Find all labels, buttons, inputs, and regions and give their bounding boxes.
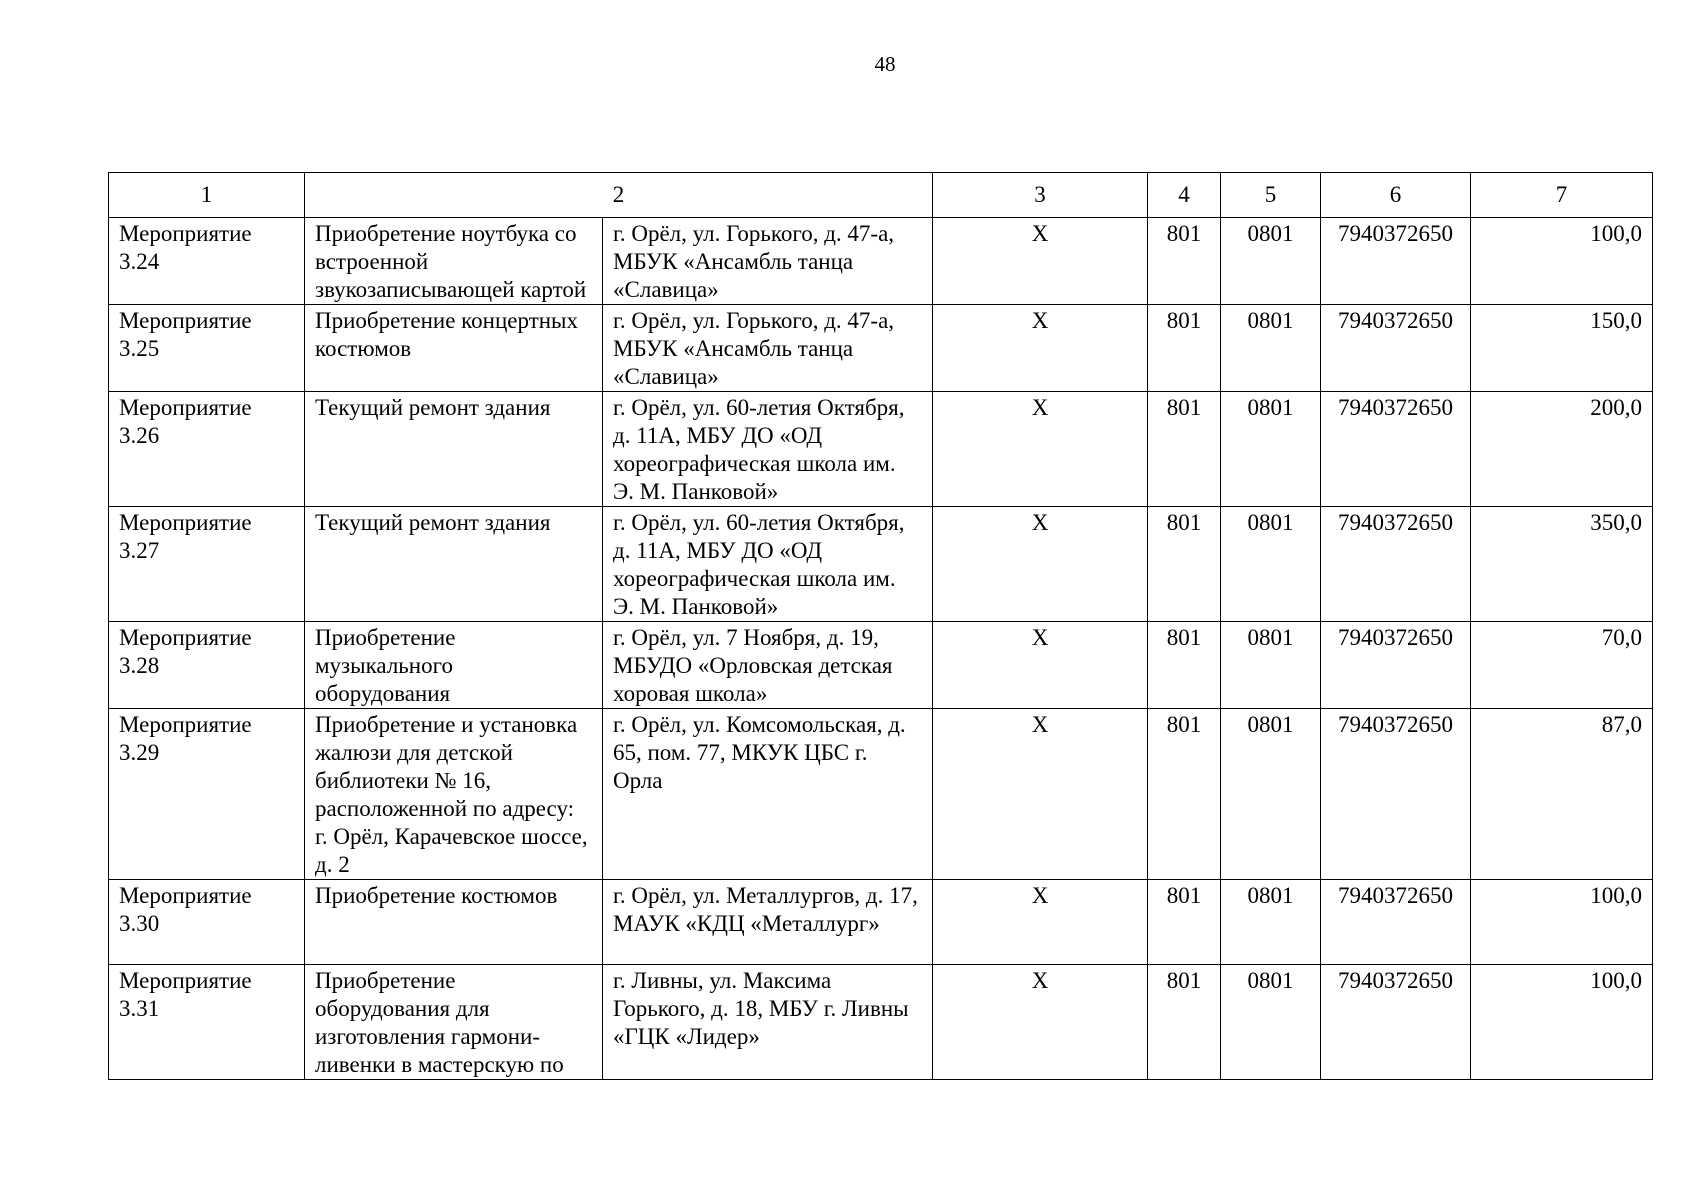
table-row	[109, 218, 1653, 305]
event-cell: Мероприятие 3.31	[109, 965, 305, 1080]
event-cell: Мероприятие 3.30	[109, 880, 305, 965]
col4-cell: 801	[1148, 622, 1221, 709]
table-row	[109, 880, 1653, 965]
page-number: 48	[874, 52, 896, 76]
table-row	[109, 965, 1653, 1080]
col5-cell: 0801	[1221, 622, 1321, 709]
col6-cell: 7940372650	[1321, 392, 1471, 507]
col7-cell: 100,0	[1471, 218, 1653, 305]
event-cell: Мероприятие 3.26	[109, 392, 305, 507]
col3-cell: Х	[933, 622, 1148, 709]
description-cell: Приобретение и установка жалюзи для детской библиотеки № 16, расположенной по адресу: г. Орёл, Карачевское шоссе, д. 2	[305, 709, 603, 880]
col5-cell: 0801	[1221, 709, 1321, 880]
col3-cell: Х	[933, 392, 1148, 507]
col3-cell: Х	[933, 965, 1148, 1080]
col4-cell: 801	[1148, 965, 1221, 1080]
col6-cell: 7940372650	[1321, 965, 1471, 1080]
col3-cell: Х	[933, 218, 1148, 305]
event-cell: Мероприятие 3.28	[109, 622, 305, 709]
col7-cell: 70,0	[1471, 622, 1653, 709]
address-cell: г. Орёл, ул. Горького, д. 47-а, МБУК «Ансамбль танца «Славица»	[603, 305, 933, 392]
col7-cell: 87,0	[1471, 709, 1653, 880]
description-cell: Приобретение костюмов	[305, 880, 603, 965]
header-col-2: 2	[305, 173, 933, 218]
col3-cell: Х	[933, 880, 1148, 965]
description-cell: Приобретение оборудования для изготовления гармони-ливенки в мастерскую по	[305, 965, 603, 1080]
header-col-6: 6	[1321, 173, 1471, 218]
col6-cell: 7940372650	[1321, 507, 1471, 622]
col5-cell: 0801	[1221, 218, 1321, 305]
event-cell: Мероприятие 3.27	[109, 507, 305, 622]
col6-cell: 7940372650	[1321, 218, 1471, 305]
col5-cell: 0801	[1221, 965, 1321, 1080]
col5-cell: 0801	[1221, 305, 1321, 392]
col4-cell: 801	[1148, 218, 1221, 305]
description-cell: Текущий ремонт здания	[305, 507, 603, 622]
col7-cell: 100,0	[1471, 965, 1653, 1080]
description-cell: Приобретение ноутбука со встроенной звукозаписывающей картой	[305, 218, 603, 305]
header-col-5: 5	[1221, 173, 1321, 218]
col4-cell: 801	[1148, 880, 1221, 965]
header-col-1: 1	[109, 173, 305, 218]
col7-cell: 100,0	[1471, 880, 1653, 965]
table-row	[109, 305, 1653, 392]
col7-cell: 200,0	[1471, 392, 1653, 507]
header-col-4: 4	[1148, 173, 1221, 218]
address-cell: г. Орёл, ул. 60-летия Октября, д. 11А, МБУ ДО «ОД хореографическая школа им. Э. М. Панковой»	[603, 507, 933, 622]
col6-cell: 7940372650	[1321, 305, 1471, 392]
budget-table	[108, 172, 1653, 1080]
col5-cell: 0801	[1221, 880, 1321, 965]
col3-cell: Х	[933, 305, 1148, 392]
col5-cell: 0801	[1221, 507, 1321, 622]
table-row	[109, 622, 1653, 709]
col6-cell: 7940372650	[1321, 622, 1471, 709]
description-cell: Приобретение музыкального оборудования	[305, 622, 603, 709]
table-row	[109, 392, 1653, 507]
col4-cell: 801	[1148, 507, 1221, 622]
event-cell: Мероприятие 3.25	[109, 305, 305, 392]
address-cell: г. Орёл, ул. 60-летия Октября, д. 11А, МБУ ДО «ОД хореографическая школа им. Э. М. Панковой»	[603, 392, 933, 507]
address-cell: г. Ливны, ул. Максима Горького, д. 18, МБУ г. Ливны «ГЦК «Лидер»	[603, 965, 933, 1080]
col7-cell: 350,0	[1471, 507, 1653, 622]
col5-cell: 0801	[1221, 392, 1321, 507]
address-cell: г. Орёл, ул. Горького, д. 47-а, МБУК «Ансамбль танца «Славица»	[603, 218, 933, 305]
col3-cell: Х	[933, 507, 1148, 622]
header-row	[109, 173, 1653, 218]
col3-cell: Х	[933, 709, 1148, 880]
col7-cell: 150,0	[1471, 305, 1653, 392]
col4-cell: 801	[1148, 305, 1221, 392]
event-cell: Мероприятие 3.24	[109, 218, 305, 305]
address-cell: г. Орёл, ул. Металлургов, д. 17, МАУК «КДЦ «Металлург»	[603, 880, 933, 965]
col4-cell: 801	[1148, 392, 1221, 507]
description-cell: Текущий ремонт здания	[305, 392, 603, 507]
description-cell: Приобретение концертных костюмов	[305, 305, 603, 392]
address-cell: г. Орёл, ул. Комсомольская, д. 65, пом. 77, МКУК ЦБС г. Орла	[603, 709, 933, 880]
col6-cell: 7940372650	[1321, 880, 1471, 965]
table-row	[109, 709, 1653, 880]
col6-cell: 7940372650	[1321, 709, 1471, 880]
address-cell: г. Орёл, ул. 7 Ноября, д. 19, МБУДО «Орловская детская хоровая школа»	[603, 622, 933, 709]
table-row	[109, 507, 1653, 622]
header-col-7: 7	[1471, 173, 1653, 218]
header-col-3: 3	[933, 173, 1148, 218]
col4-cell: 801	[1148, 709, 1221, 880]
event-cell: Мероприятие 3.29	[109, 709, 305, 880]
